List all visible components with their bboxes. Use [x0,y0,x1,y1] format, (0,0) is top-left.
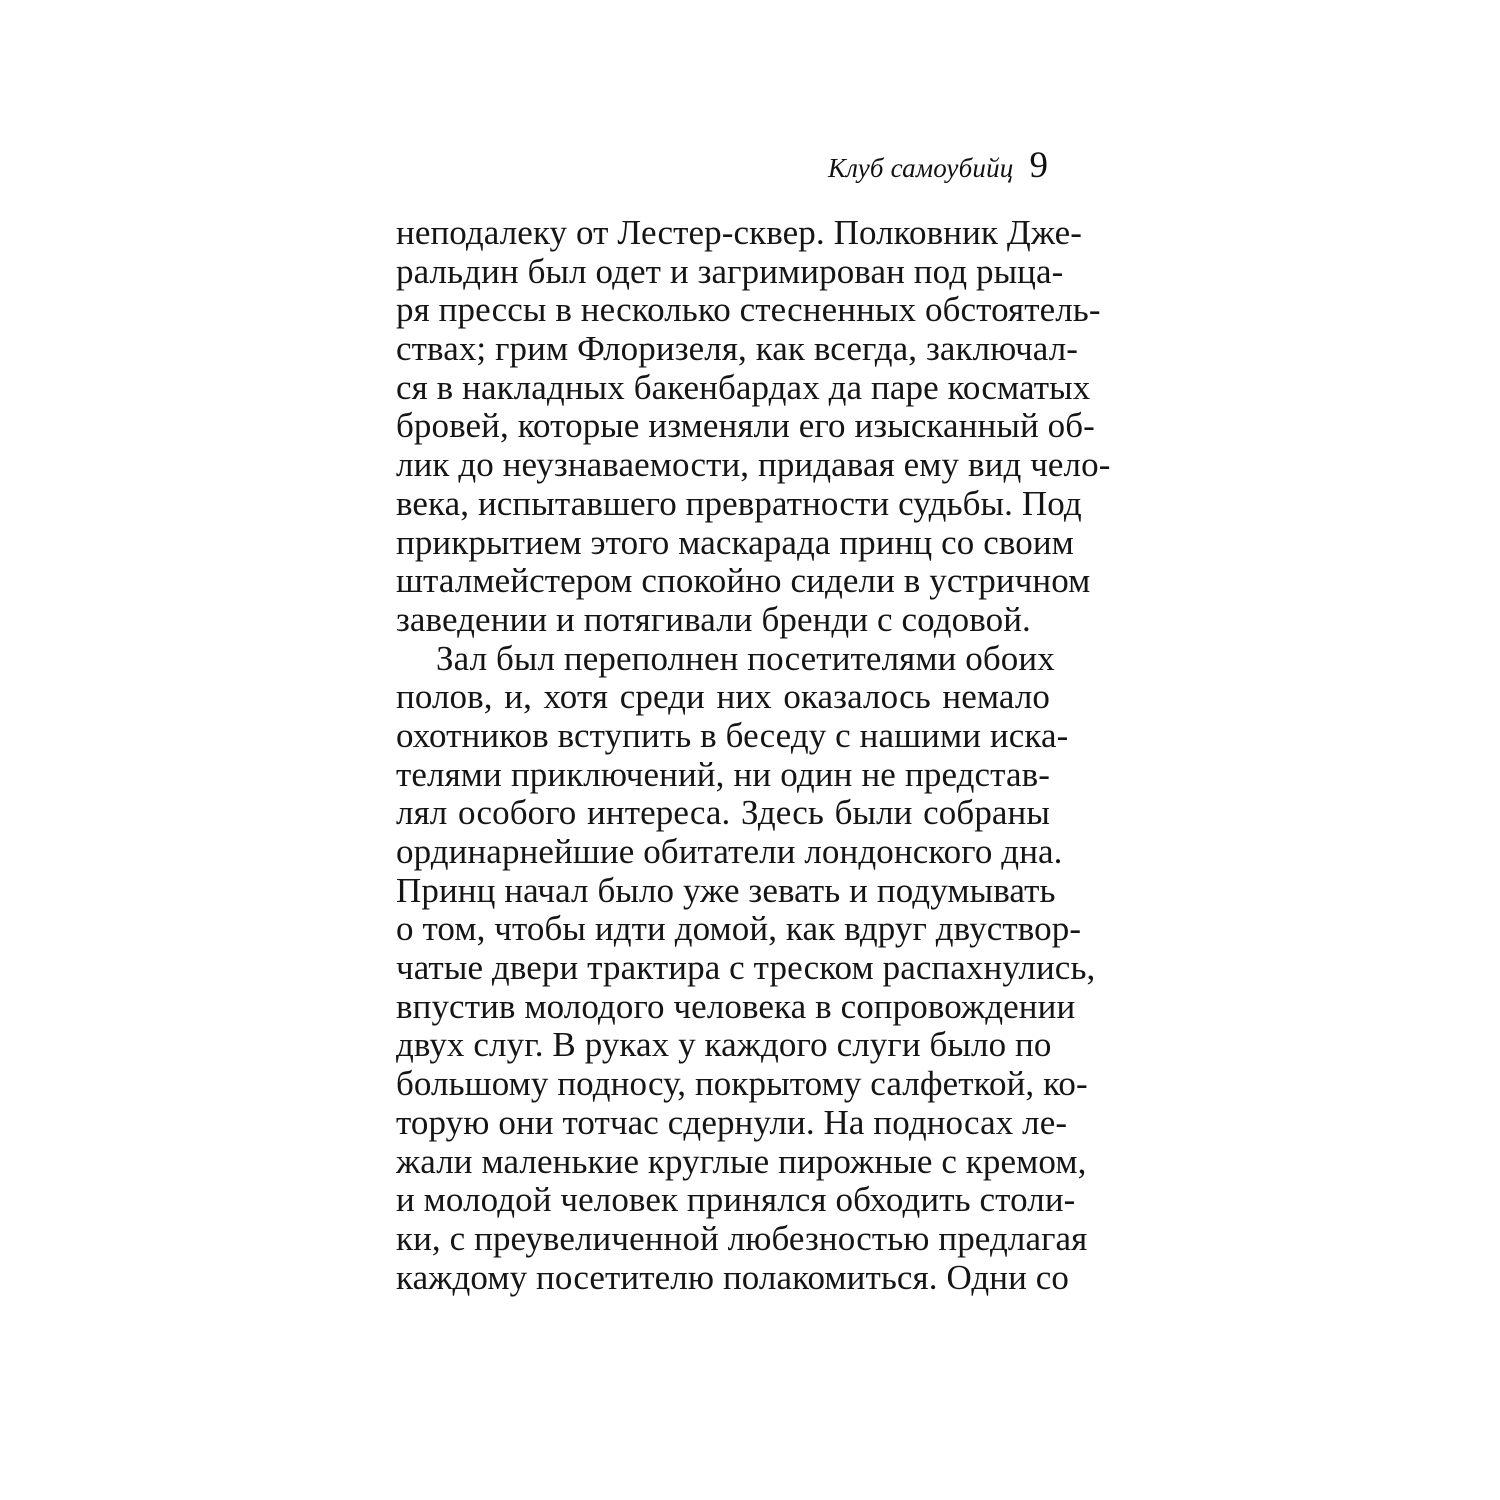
text-line: торую они тотчас сдернули. На подносах ле- [396,1102,1068,1142]
text-line: шталмейстером спокойно сидели в устричном [396,561,1091,601]
text-line: полов, и, хотя среди них оказалось немало [396,677,1050,717]
paragraph-first-line: Зал был переполнен посетителями обоих [436,638,1055,678]
text-line: бровей, которые изменяли его изысканный об- [396,406,1095,446]
body-text [396,213,1111,1297]
text-line: охотников вступить в беседу с нашими иска- [396,715,1069,755]
text-line: ральдин был одет и загримирован под рыца- [396,251,1064,291]
text-line: каждому посетителю полакомиться. Одни со [396,1257,1070,1297]
text-line: чатые двери трактира с треском распахнулись, [396,948,1096,988]
text-line: неподалеку от Лестер-сквер. Полковник Дже- [396,213,1083,252]
page-number: 9 [1029,145,1048,186]
text-line: века, испытавшего превратности судьбы. Под [396,483,1082,523]
running-head [828,144,1048,184]
text-line: двух слуг. В руках у каждого слуги было по [396,1025,1052,1065]
text-line: прикрытием этого маскарада принц со своим [396,522,1074,562]
text-line: ки, с преувеличенной любезностью предлагая [396,1218,1088,1258]
text-line: ря прессы в несколько стесненных обстоятель- [396,290,1101,330]
text-line: телями приключений, ни один не представ- [396,754,1050,794]
text-line: большому подносу, покрытому салфеткой, ко- [396,1064,1088,1104]
text-line: лял особого интереса. Здесь были собраны [396,793,1050,833]
paragraph-end-line: заведении и потягивали бренди с содовой. [396,599,1031,639]
text-line: ствах; грим Флоризеля, как всегда, заключал- [396,329,1079,369]
running-head-title: Клуб самоубийц [828,153,1014,183]
text-line: ординарнейшие обитатели лондонского дна. [396,832,1063,871]
text-line: впустив молодого человека в сопровождении [396,986,1076,1026]
text-line: и молодой человек принялся обходить столи- [396,1180,1076,1220]
text-line: ся в накладных бакенбардах да паре косматых [396,367,1091,407]
text-line: о том, чтобы идти домой, как вдруг двуствор- [396,909,1082,949]
text-line: Принц начал было уже зевать и подумывать [396,870,1056,910]
text-line: жали маленькие круглые пирожные с кремом, [396,1141,1087,1181]
text-line: лик до неузнаваемости, придавая ему вид чело- [396,445,1111,485]
